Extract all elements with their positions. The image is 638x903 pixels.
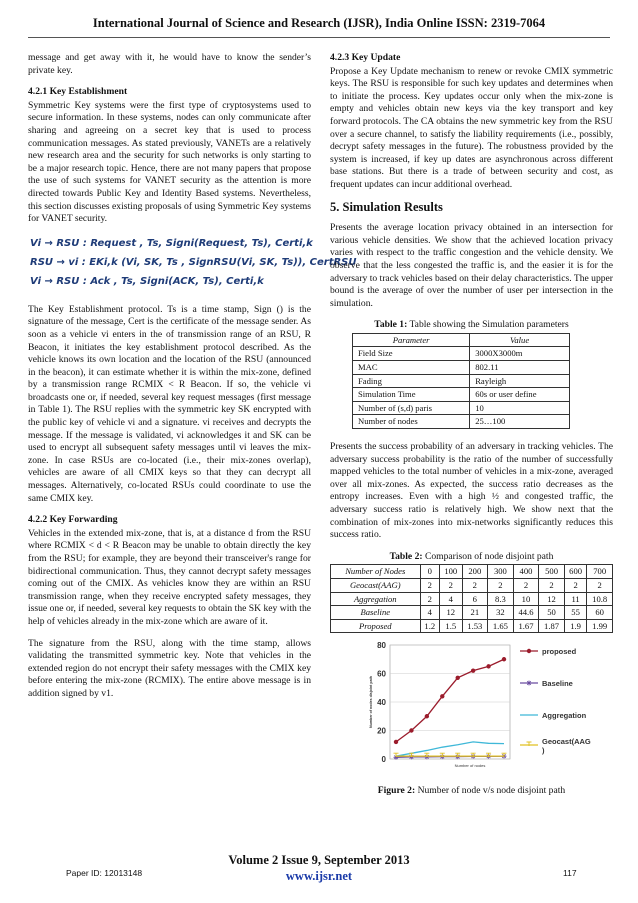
table-cell: 200 <box>462 565 488 579</box>
table-cell: 300 <box>488 565 514 579</box>
table-cell: 10.8 <box>587 592 613 606</box>
protocol-equation-2: RSU → vi : EKi,k (Vi, SK, Ts , SignRSU(Vi, SK, Ts)), CertRSU <box>30 256 357 268</box>
table-cell: 2 <box>539 578 565 592</box>
data-point <box>425 714 429 718</box>
footer-url-link[interactable]: www.ijsr.net <box>285 869 353 883</box>
table-cell: 2 <box>513 578 539 592</box>
y-tick-label: 80 <box>377 641 386 651</box>
table-cell: 700 <box>587 565 613 579</box>
row-label: Proposed <box>331 619 421 633</box>
table-cell: 2 <box>440 578 463 592</box>
table-row <box>331 619 613 633</box>
table-cell: 2 <box>488 578 514 592</box>
data-point <box>502 657 506 661</box>
row-label: Geocast(AAG) <box>331 578 421 592</box>
table-row <box>331 578 613 592</box>
table-cell: 100 <box>440 565 463 579</box>
data-point <box>486 665 490 669</box>
x-axis-label: Number of nodes <box>454 763 486 769</box>
table-cell: 21 <box>462 606 488 620</box>
figure-2-caption: Figure 2: Number of node v/s node disjoint path <box>377 785 566 797</box>
simulation-parameters-table <box>352 333 570 429</box>
table-cell: 0 <box>420 565 439 579</box>
table-header: Value <box>470 333 570 347</box>
table-cell: 50 <box>539 606 565 620</box>
table-cell: 400 <box>513 565 539 579</box>
table-cell: 1.65 <box>488 619 514 633</box>
table-cell: 1.9 <box>564 619 587 633</box>
paragraph: Propose a Key Update mechanism to renew or revoke CMIX symmetric keys. The RSU is responsible for such key updates and determines when to initiate the process. Key updates occur only when the mix-zone is empty and vehicles obtain new keys via the key transport and key forward protocols. The CA obtains the new symmetric key from the RSU over a secure channel, to satisfy the liability requirements (i.e., possibly, decrypt safety messages in the future). The robustness provided by the system is increased, if key up dates are asynchronous across different base stations. But there is a trade of between security and cost, as frequent updates can incur additional overhead. <box>330 65 613 190</box>
y-tick-label: 40 <box>377 698 386 708</box>
paragraph: message and get away with it, he would have to know the sender’s private key. <box>28 52 311 76</box>
table-cell: 12 <box>440 606 463 620</box>
right-column <box>330 52 613 798</box>
row-label: Aggregation <box>331 592 421 606</box>
table-row <box>331 565 613 579</box>
y-tick-label: 0 <box>381 755 386 765</box>
table-cell: 11 <box>564 592 587 606</box>
footer-issue: Volume 2 Issue 9, September 2013 <box>228 853 410 867</box>
table-row: MAC 802.11 <box>353 361 570 375</box>
table-cell: 1.67 <box>513 619 539 633</box>
legend-label: Baseline <box>542 679 573 689</box>
table-header: Parameter <box>353 333 470 347</box>
section-heading: 4.2.1 Key Establishment <box>28 86 128 98</box>
footer-page-number: 117 <box>563 868 577 878</box>
row-label: Baseline <box>331 606 421 620</box>
table-cell: 4 <box>420 606 439 620</box>
left-column <box>28 52 357 710</box>
data-point <box>409 729 413 733</box>
protocol-equation-3: Vi → RSU : Ack , Ts, Signi(ACK, Ts), Certi,k <box>30 275 264 287</box>
table-cell: 2 <box>420 578 439 592</box>
node-disjoint-path-table <box>330 564 613 633</box>
section-heading: 4.2.2 Key Forwarding <box>28 514 118 526</box>
table-cell: 1.2 <box>420 619 439 633</box>
table-cell: 4 <box>440 592 463 606</box>
legend-label: Aggregation <box>542 711 587 721</box>
figure-2-chart <box>360 639 600 779</box>
table-cell: 8.3 <box>488 592 514 606</box>
table-row: Number of nodes 25…100 <box>353 415 570 429</box>
legend-marker <box>527 649 531 653</box>
table-cell: 2 <box>587 578 613 592</box>
table-row: Simulation Time 60s or user define <box>353 388 570 402</box>
table-1-caption: Table 1: Table showing the Simulation parameters <box>374 319 569 331</box>
paragraph: Vehicles in the extended mix-zone, that is, at a distance d from the RSU where RCMIX < d < R Beacon may be unable to obtain directly the key from the RSU; for example, they are beyond their transceiver's range for bidirectional communication. Thus, they cannot decrypt safety messages coming out of the CMIX. As vehicles know they are within an RSU transmission range, when they receive encrypted safety messages, they issue one or, if needed, several key requests to obtain the SK key with the help of vehicles already in the mix-zone which are aware of it. <box>28 527 311 627</box>
table-cell: 6 <box>462 592 488 606</box>
paragraph: The signature from the RSU, along with the time stamp, allows validating the transmitted symmetric key. Note that vehicles in the extended region do not encrypt their safety messages with the CMIX key before entering the mix-zone (RCMIX). The entire above message is in addition signed by v1. <box>28 637 311 699</box>
data-point <box>456 676 460 680</box>
section-title: 5. Simulation Results <box>330 199 443 214</box>
y-tick-label: 20 <box>377 726 386 736</box>
paragraph: Presents the average location privacy obtained in an intersection for various vehicle densities. We show that the achieved location privacy varies with respect to the traffic congestion and the vehicle density. We observe that the less congested the traffic is, and the easier it is for the adversary to track vehicles based on their delay characteristics. The upper bound is the average of over the number of user per intersection in the simulation. <box>330 222 613 309</box>
data-point <box>394 740 398 744</box>
data-point <box>440 694 444 698</box>
table-cell: 32 <box>488 606 514 620</box>
table-row <box>331 592 613 606</box>
table-cell: 1.87 <box>539 619 565 633</box>
table-cell: 44.6 <box>513 606 539 620</box>
table-row <box>331 606 613 620</box>
row-label: Number of Nodes <box>331 565 421 579</box>
journal-header: International Journal of Science and Research (IJSR), India Online ISSN: 2319-7064 <box>28 16 610 38</box>
protocol-equation-1: Vi → RSU : Request , Ts, Signi(Request, Ts), Certi,k <box>30 237 313 249</box>
table-cell: 10 <box>513 592 539 606</box>
table-cell: 55 <box>564 606 587 620</box>
table-2-caption: Table 2: Comparison of node disjoint path <box>389 550 554 562</box>
y-axis-label: Number of nodes disjoint path <box>369 676 373 729</box>
table-row: Fading Rayleigh <box>353 374 570 388</box>
paragraph: Presents the success probability of an adversary in tracking vehicles. The adversary success probability is the ratio of the number of successfully mapped vehicles to the total number of vehicles in a mix-zone, averaged over all mix-zones. As expected, the success ratio decreases as the entropy increases. Even with a high ½ and congested traffic, the adversary success ratio is relatively high. We show next that the combination of mix-zones into mix-networks significantly reduces this success ratio. <box>330 441 613 541</box>
table-row: Field Size 3000X3000m <box>353 347 570 361</box>
legend-label: proposed <box>542 647 577 657</box>
table-cell: 500 <box>539 565 565 579</box>
table-cell: 60 <box>587 606 613 620</box>
table-cell: 1.99 <box>587 619 613 633</box>
paragraph: The Key Establishment protocol. Ts is a time stamp, Sign () is the signature of the message, Cert is the certificate of the message sender. As soon as a vehicle vi enters in the of transmission range of an RSU, R Beacon, it initiates the key establishment protocol described. As the vehicle knows its own location and the location of the RSU (announced in the beacon), it can estimate whether it is within the mix-zone, defined by a transmission range RCMIX < R Beacon. If so, the vehicle vi broadcasts one or, if needed, several key request messages (first message in Table 1). The RSU replies with the symmetric key SK encrypted with the public key of vehicle vi and a signature. vi receives and decrypts the message. If the message is validated, vi acknowledges it and SK can be used to encrypt all subsequent safety messages until vi leaves the mix-zone. In case RSUs are co-located (i.e., their mix-zones overlap), vehicles are aware of all CMIX keys so that they can decrypt all messages. Alternatively, co-located RSUs could coordinate to use the same CMIX key. <box>28 303 311 504</box>
legend-marker <box>527 681 532 686</box>
table-cell: 2 <box>462 578 488 592</box>
table-cell: 1.5 <box>440 619 463 633</box>
section-heading: 4.2.3 Key Update <box>330 52 401 63</box>
table-cell: 12 <box>539 592 565 606</box>
line-chart <box>360 639 600 779</box>
table-row: Number of (s,d) paris 10 <box>353 401 570 415</box>
table-cell: 600 <box>564 565 587 579</box>
footer-paper-id: Paper ID: 12013148 <box>66 868 143 878</box>
paragraph: Symmetric Key systems were the first type of cryptosystems used to secure information. In these systems, nodes can only communicate after sharing and agreeing on a secret key that is used to process communication messages. As stated previously, VANETs are a relatively new research area and the security for such networks is only starting to be a major research topic. Hence, there are not many papers that propose the use of such systems for VANET security as the attention is more directed towards Public Key and Identity Based systems. Nevertheless, this section discusses existing proposals of using Symmetric Key systems for VANET security. <box>28 99 311 225</box>
table-cell: 1.53 <box>462 619 488 633</box>
legend-label: Geocast(AAG ) <box>542 737 591 756</box>
y-tick-label: 60 <box>377 669 386 679</box>
data-point <box>471 669 475 673</box>
table-cell: 2 <box>420 592 439 606</box>
table-cell: 2 <box>564 578 587 592</box>
